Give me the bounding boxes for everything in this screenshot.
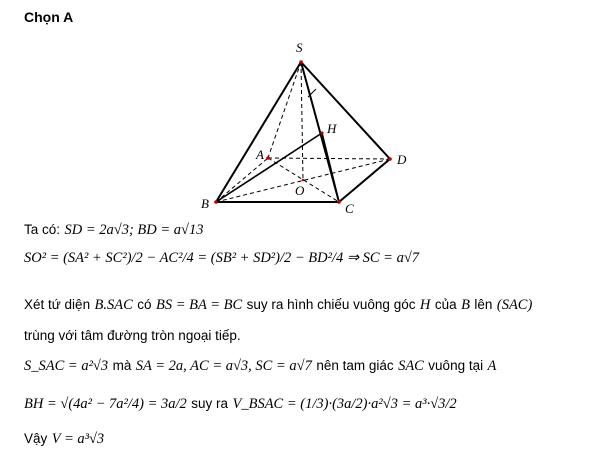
line-3-math-a: B.SAC	[94, 297, 133, 313]
point-O	[302, 179, 305, 182]
line-5-math-c: SAC	[398, 358, 424, 374]
edge-BA	[216, 158, 268, 202]
line-5-math-b: SA = 2a, AC = a√3, SC = a√7	[135, 358, 312, 374]
line-6-math-a: BH = √(4a² − 7a²/4) = 3a/2	[24, 396, 187, 412]
line-4: trùng với tâm đường tròn ngoại tiếp.	[24, 328, 241, 343]
line-6-math-b: V_BSAC = (1/3)·(3a/2)·a²√3 = a³·√3/2	[232, 396, 457, 412]
label-D: D	[397, 152, 407, 167]
line-6-text-a: suy ra	[191, 396, 229, 411]
segment-BH	[216, 133, 322, 202]
label-B: B	[201, 196, 209, 211]
line-3-text-c: suy ra hình chiếu vuông góc	[246, 297, 416, 312]
line-5-text-a: mà	[112, 358, 132, 373]
vertex-D	[388, 157, 392, 161]
line-3-text-d: của	[434, 297, 457, 312]
edge-CD	[339, 159, 390, 202]
line-3-text-e: lên	[474, 297, 493, 312]
line-5	[24, 357, 496, 375]
pyramid-figure	[0, 0, 603, 215]
line-6	[24, 395, 457, 413]
label-H: H	[327, 121, 337, 136]
line-1	[24, 221, 203, 239]
line-1-formula: SD = 2a√3; BD = a√13	[64, 222, 204, 238]
segment-SO	[301, 62, 303, 180]
line-2-formula-text: SO² = (SA² + SC²)/2 − AC²/4 = (SB² + SD²)/2 − BD²/4 ⇒ SC = a√7	[24, 250, 420, 266]
vertex-C	[337, 200, 341, 204]
line-5-math-a: S_SAC = a²√3	[24, 358, 109, 374]
edge-SB	[216, 62, 301, 202]
point-H	[320, 131, 323, 134]
line-3-math-b: BS = BA = BC	[155, 297, 243, 313]
line-3-math-c: H	[419, 297, 431, 313]
line-7-math: V = a³√3	[51, 431, 105, 447]
line-3-text-b: có	[137, 297, 152, 312]
vertex-A	[266, 156, 270, 160]
line-3-math-e: (SAC)	[496, 297, 533, 313]
line-5-text-c: vuông tại	[428, 358, 484, 373]
line-5-text-b: nên tam giác	[316, 358, 394, 373]
line-5-math-d: A	[487, 358, 497, 374]
line-2-formula	[24, 250, 419, 267]
answer-heading: Chọn A	[24, 9, 74, 25]
vertex-S	[299, 60, 303, 64]
label-S: S	[296, 40, 303, 55]
label-O: O	[295, 183, 305, 198]
label-C: C	[345, 201, 354, 215]
line-1-prefix: Ta có:	[24, 222, 61, 237]
line-7-text: Vậy	[24, 431, 48, 446]
vertex-B	[214, 200, 218, 204]
label-A: A	[256, 147, 264, 162]
line-3-text-a: Xét tứ diện	[24, 297, 91, 312]
line-3	[24, 296, 532, 314]
segment-HC	[322, 133, 339, 202]
line-7	[24, 430, 104, 448]
line-3-math-d: B	[461, 297, 470, 313]
